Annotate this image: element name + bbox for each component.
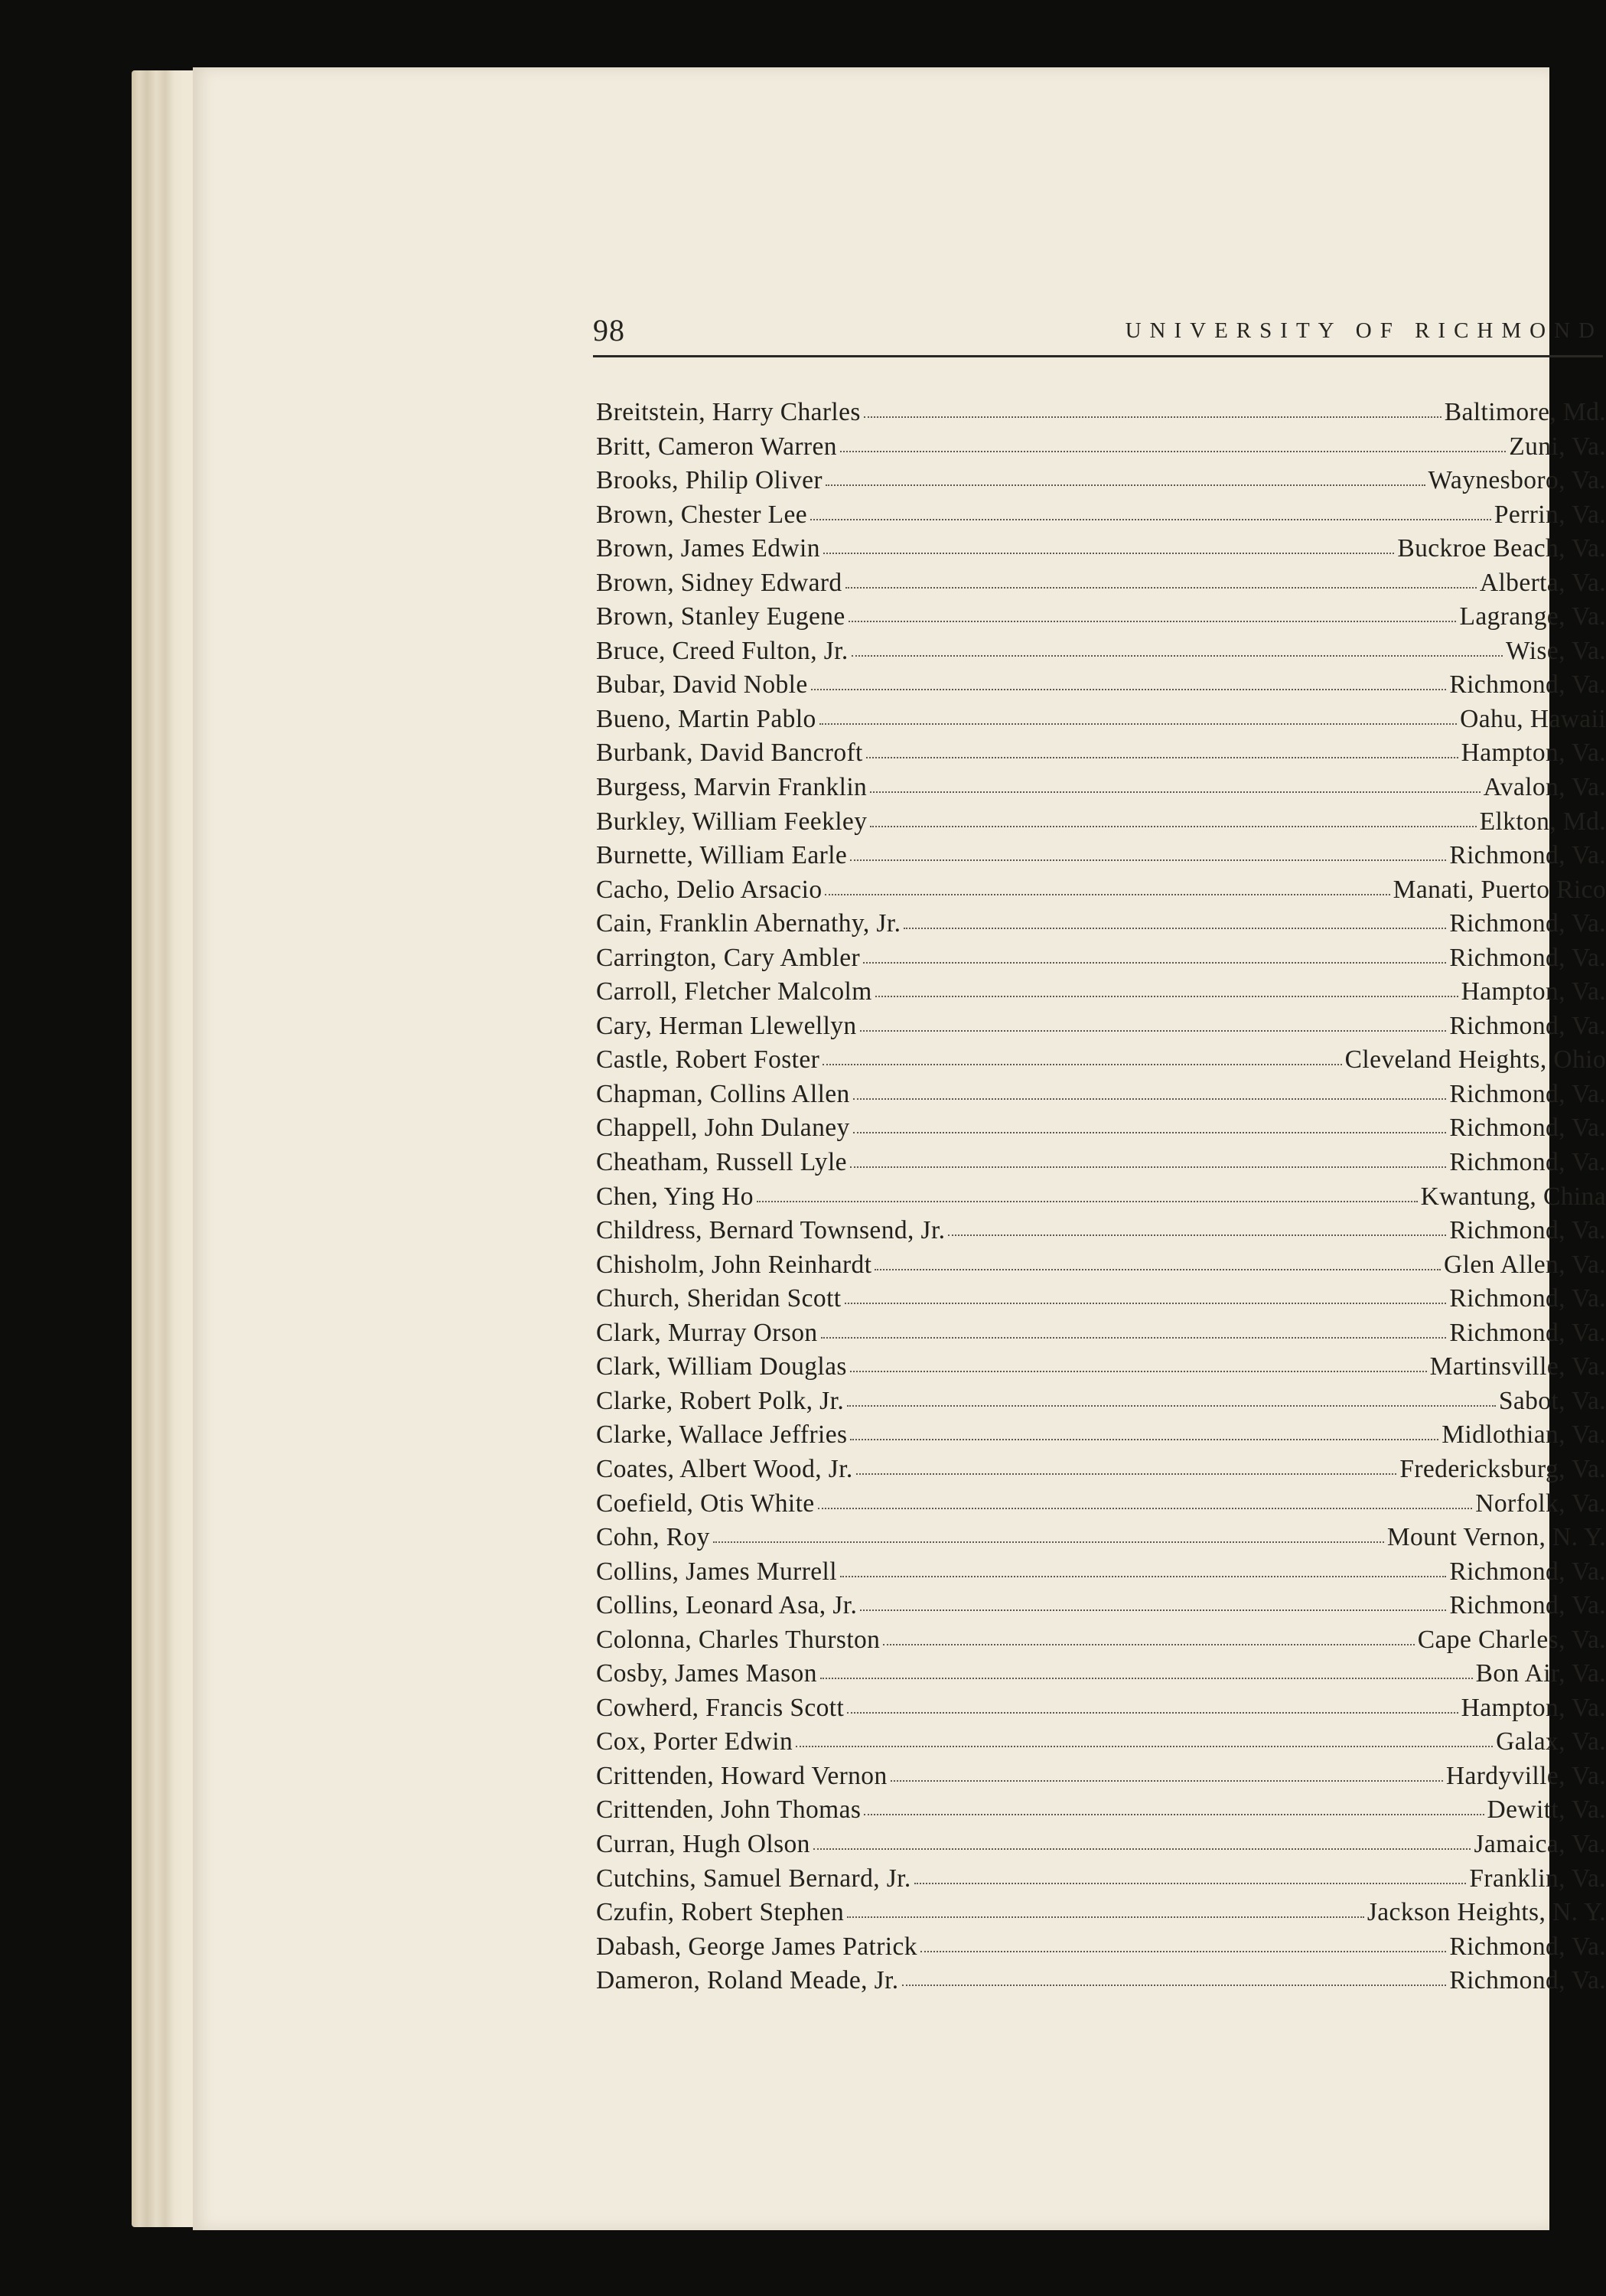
page-content (593, 67, 1606, 2230)
hometown: Midlothian, Va. (1441, 1420, 1606, 1450)
dot-leader (875, 1266, 1441, 1270)
dot-leader (796, 1743, 1493, 1747)
dot-leader (853, 1129, 1447, 1133)
hometown: Norfolk, Va. (1475, 1489, 1606, 1518)
hometown: Jamaica, Va. (1474, 1829, 1606, 1858)
student-name: Coefield, Otis White (596, 1489, 815, 1518)
hometown: Galax, Va. (1496, 1727, 1606, 1756)
list-item (596, 1727, 1606, 1762)
student-name: Castle, Robert Foster (596, 1045, 820, 1075)
hometown: Richmond, Va. (1449, 1114, 1606, 1143)
hometown: Alberta, Va. (1479, 568, 1606, 597)
list-item (596, 773, 1606, 807)
list-item (596, 398, 1606, 432)
student-name: Carroll, Fletcher Malcolm (596, 977, 872, 1006)
student-name: Clarke, Wallace Jeffries (596, 1420, 848, 1450)
list-item (596, 944, 1606, 978)
hometown: Waynesboro, Va. (1428, 466, 1606, 495)
list-item (596, 1830, 1606, 1864)
dot-leader (847, 1709, 1458, 1714)
dot-leader (891, 1777, 1443, 1782)
hometown: Richmond, Va. (1449, 670, 1606, 700)
hometown: Richmond, Va. (1449, 943, 1606, 972)
list-item (596, 1352, 1606, 1387)
dot-leader (810, 516, 1491, 520)
hometown: Lagrange, Va. (1459, 602, 1606, 631)
dot-leader (875, 993, 1458, 997)
list-item (596, 1762, 1606, 1796)
list-item (596, 602, 1606, 637)
hometown: Wise, Va. (1506, 636, 1606, 665)
student-name: Cosby, James Mason (596, 1659, 817, 1688)
list-item (596, 1489, 1606, 1524)
student-name: Crittenden, Howard Vernon (596, 1761, 888, 1790)
dot-leader (845, 1300, 1447, 1304)
list-item (596, 1080, 1606, 1114)
student-name: Brown, Stanley Eugene (596, 602, 845, 631)
student-name: Curran, Hugh Olson (596, 1829, 810, 1858)
list-item (596, 1626, 1606, 1660)
student-name: Cutchins, Samuel Bernard, Jr. (596, 1864, 911, 1893)
list-item (596, 739, 1606, 773)
list-item (596, 1045, 1606, 1080)
hometown: Richmond, Va. (1449, 1148, 1606, 1177)
student-list (596, 398, 1606, 2001)
hometown: Avalon, Va. (1483, 773, 1606, 802)
hometown: Martinsville, Va. (1429, 1352, 1606, 1381)
student-name: Cowherd, Francis Scott (596, 1693, 845, 1722)
list-item (596, 1932, 1606, 1967)
hometown: Hardyville, Va. (1445, 1761, 1606, 1790)
student-name: Brooks, Philip Oliver (596, 466, 823, 495)
hometown: Richmond, Va. (1449, 1284, 1606, 1313)
student-name: Cheatham, Russell Lyle (596, 1148, 847, 1177)
student-name: Bruce, Creed Fulton, Jr. (596, 636, 849, 665)
student-name: Clark, Murray Orson (596, 1318, 818, 1347)
list-item (596, 1284, 1606, 1319)
student-name: Cary, Herman Llewellyn (596, 1011, 857, 1040)
hometown: Fredericksburg, Va. (1399, 1454, 1606, 1483)
dot-leader (850, 856, 1446, 861)
student-name: Burkley, William Feekley (596, 807, 868, 836)
dot-leader (823, 1061, 1341, 1065)
dot-leader (713, 1538, 1384, 1543)
list-item (596, 1114, 1606, 1148)
student-name: Collins, James Murrell (596, 1557, 837, 1586)
dot-leader (870, 823, 1476, 827)
list-item (596, 534, 1606, 569)
hometown: Richmond, Va. (1449, 841, 1606, 870)
dot-leader (818, 1505, 1473, 1509)
list-item (596, 1591, 1606, 1626)
student-name: Clarke, Robert Polk, Jr. (596, 1386, 845, 1415)
list-item (596, 1523, 1606, 1557)
hometown: Cleveland Heights, Ohio (1344, 1045, 1606, 1075)
dot-leader (853, 1095, 1447, 1100)
dot-leader (820, 1675, 1473, 1679)
hometown: Richmond, Va. (1449, 1557, 1606, 1586)
list-item (596, 909, 1606, 944)
hometown: Franklin, Va. (1469, 1864, 1606, 1893)
dot-leader (904, 925, 1446, 929)
student-name: Brown, Sidney Edward (596, 568, 842, 597)
hometown: Cape Charles, Va. (1417, 1625, 1606, 1654)
list-item (596, 1251, 1606, 1285)
student-name: Dameron, Roland Meade, Jr. (596, 1966, 899, 1995)
dot-leader (845, 584, 1477, 589)
dot-leader (856, 1470, 1397, 1475)
hometown: Hampton, Va. (1461, 1693, 1606, 1722)
page-header (593, 306, 1603, 357)
list-item (596, 569, 1606, 603)
student-name: Chen, Ying Ho (596, 1182, 754, 1211)
list-item (596, 466, 1606, 501)
list-item (596, 1795, 1606, 1830)
list-item (596, 1148, 1606, 1182)
hometown: Perrin, Va. (1494, 500, 1606, 529)
student-name: Czufin, Robert Stephen (596, 1898, 845, 1927)
student-name: Chapman, Collins Allen (596, 1079, 850, 1108)
list-item (596, 1966, 1606, 2001)
dot-leader (811, 686, 1447, 690)
hometown: Richmond, Va. (1449, 1318, 1606, 1347)
dot-leader (813, 1845, 1471, 1850)
list-item (596, 1420, 1606, 1455)
dot-leader (948, 1231, 1446, 1236)
dot-leader (840, 1573, 1446, 1577)
student-name: Chisholm, John Reinhardt (596, 1250, 872, 1279)
student-name: Cain, Franklin Abernathy, Jr. (596, 909, 901, 938)
dot-leader (821, 1334, 1447, 1339)
hometown: Richmond, Va. (1449, 1079, 1606, 1108)
hometown: Elkton, Md. (1479, 807, 1606, 836)
student-name: Colonna, Charles Thurston (596, 1625, 881, 1654)
hometown: Richmond, Va. (1449, 1011, 1606, 1040)
student-name: Carrington, Cary Ambler (596, 943, 861, 972)
student-name: Brown, James Edwin (596, 534, 820, 563)
list-item (596, 1659, 1606, 1694)
list-item (596, 670, 1606, 705)
list-item (596, 1319, 1606, 1353)
dot-leader (825, 891, 1389, 895)
page-number: 98 (593, 313, 625, 347)
list-item (596, 705, 1606, 739)
list-item (596, 1182, 1606, 1217)
student-name: Church, Sheridan Scott (596, 1284, 842, 1313)
list-item (596, 977, 1606, 1012)
student-name: Cox, Porter Edwin (596, 1727, 793, 1756)
hometown: Hampton, Va. (1461, 739, 1606, 768)
hometown: Richmond, Va. (1449, 1966, 1606, 1995)
list-item (596, 432, 1606, 467)
list-item (596, 1898, 1606, 1932)
student-name: Breitstein, Harry Charles (596, 398, 861, 426)
list-item (596, 1216, 1606, 1251)
hometown: Kwantung, China (1420, 1182, 1606, 1211)
dot-leader (864, 413, 1441, 418)
dot-leader (860, 1606, 1446, 1611)
dot-leader (850, 1163, 1446, 1168)
dot-leader (852, 652, 1503, 657)
hometown: Baltimore, Md. (1444, 398, 1606, 426)
hometown: Manati, Puerto Rico (1393, 875, 1606, 904)
student-name: Clark, William Douglas (596, 1352, 847, 1381)
dot-leader (849, 618, 1457, 622)
list-item (596, 841, 1606, 876)
dot-leader (850, 1436, 1438, 1440)
student-name: Collins, Leonard Asa, Jr. (596, 1591, 858, 1620)
list-item (596, 876, 1606, 910)
dot-leader (840, 448, 1506, 452)
hometown: Buckroe Beach, Va. (1397, 534, 1606, 563)
dot-leader (847, 1913, 1364, 1918)
student-name: Burgess, Marvin Franklin (596, 773, 868, 802)
list-item (596, 1387, 1606, 1421)
dot-leader (914, 1880, 1467, 1884)
student-name: Crittenden, John Thomas (596, 1795, 862, 1825)
dot-leader (823, 550, 1395, 554)
hometown: Bon Air, Va. (1475, 1659, 1606, 1688)
student-name: Burbank, David Bancroft (596, 739, 863, 768)
student-name: Dabash, George James Patrick (596, 1932, 917, 1961)
hometown: Mount Vernon, N. Y. (1386, 1523, 1606, 1552)
hometown: Richmond, Va. (1449, 909, 1606, 938)
dot-leader (864, 1811, 1484, 1815)
hometown: Richmond, Va. (1449, 1591, 1606, 1620)
student-name: Cohn, Roy (596, 1523, 710, 1552)
dot-leader (863, 959, 1446, 964)
student-name: Coates, Albert Wood, Jr. (596, 1454, 853, 1483)
dot-leader (847, 1402, 1496, 1407)
hometown: Glen Allen, Va. (1444, 1250, 1606, 1279)
list-item (596, 1455, 1606, 1489)
hometown: Dewitt, Va. (1487, 1795, 1606, 1825)
student-name: Burnette, William Earle (596, 841, 848, 870)
student-name: Cacho, Delio Arsacio (596, 875, 823, 904)
dot-leader (866, 754, 1458, 758)
hometown: Oahu, Hawaii (1460, 704, 1606, 733)
hometown: Richmond, Va. (1449, 1932, 1606, 1961)
hometown: Sabot, Va. (1498, 1386, 1606, 1415)
dot-leader (920, 1948, 1446, 1952)
dot-leader (757, 1198, 1418, 1202)
hometown: Richmond, Va. (1449, 1216, 1606, 1245)
dot-leader (819, 720, 1457, 725)
list-item (596, 637, 1606, 671)
student-name: Britt, Cameron Warren (596, 432, 837, 461)
dot-leader (883, 1641, 1414, 1645)
student-name: Chappell, John Dulaney (596, 1114, 850, 1143)
running-head: UNIVERSITY OF RICHMOND (1125, 318, 1603, 343)
list-item (596, 1864, 1606, 1899)
dot-leader (826, 481, 1425, 486)
hometown: Hampton, Va. (1461, 977, 1606, 1006)
list-item (596, 501, 1606, 535)
list-item (596, 1694, 1606, 1728)
list-item (596, 1012, 1606, 1046)
hometown: Zuni, Va. (1509, 432, 1606, 461)
student-name: Bubar, David Noble (596, 670, 808, 700)
dot-leader (870, 788, 1480, 793)
student-name: Childress, Bernard Townsend, Jr. (596, 1216, 946, 1245)
dot-leader (850, 1368, 1427, 1372)
list-item (596, 807, 1606, 842)
student-name: Brown, Chester Lee (596, 500, 808, 529)
hometown: Jackson Heights, N. Y. (1367, 1898, 1606, 1927)
dot-leader (902, 1981, 1447, 1986)
book-page (193, 67, 1606, 2230)
list-item (596, 1557, 1606, 1592)
dot-leader (860, 1027, 1447, 1032)
student-name: Bueno, Martin Pablo (596, 704, 816, 733)
